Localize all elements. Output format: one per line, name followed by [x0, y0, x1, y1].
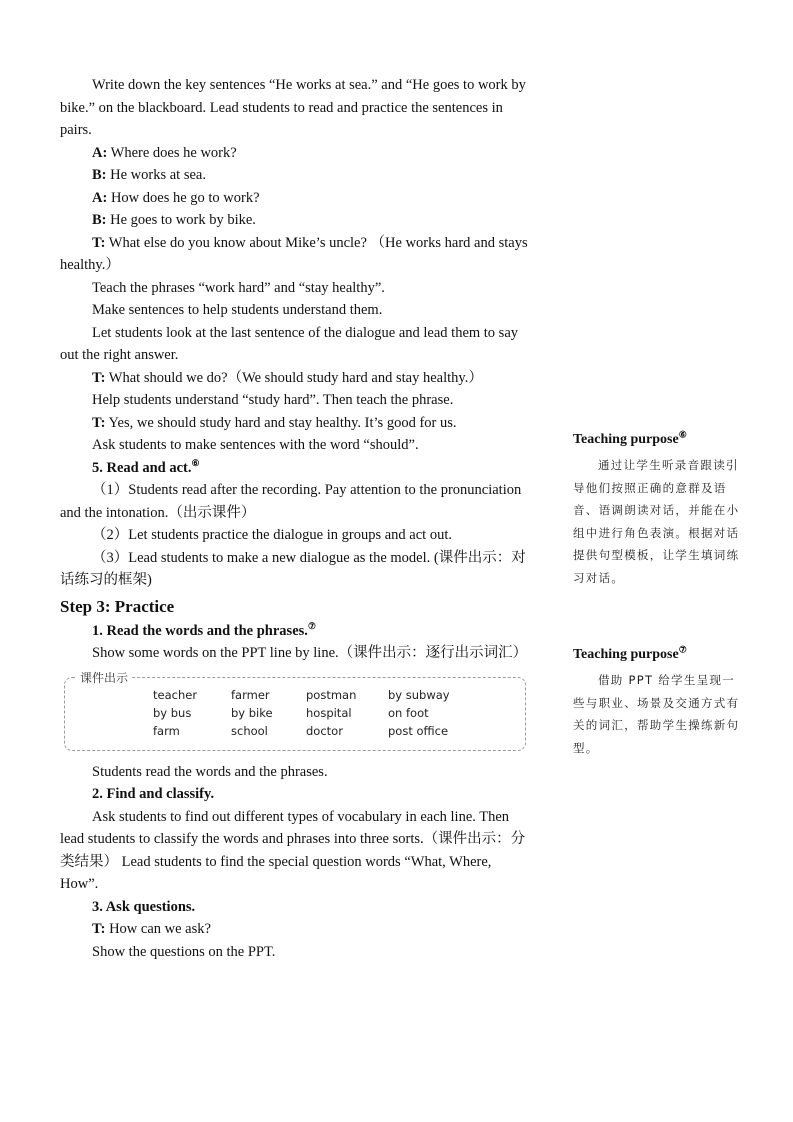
line-text: Where does he work?	[107, 144, 237, 161]
paragraph: （3）Lead students to make a new dialogue as the model. (课件出示：对话练习的框架)	[60, 549, 526, 588]
heading-text: 1. Read the words and the phrases.	[92, 622, 308, 639]
paragraph: Students read the words and the phrases.	[92, 763, 328, 780]
word: on foot	[388, 705, 429, 720]
section-heading: 3. Ask questions.	[92, 898, 196, 915]
paragraph: Let students look at the last sentence of the dialogue and lead them to say out the right answer.	[60, 324, 519, 363]
footnote-mark: ⑦	[678, 644, 687, 655]
paragraph: Ask students to find out different types of vocabulary in each line. Then lead students to classify the words and phrases into three sorts.（课件出示：分类结果） Lead students to find the special question words “What, Where, How”.	[60, 808, 526, 892]
word: post office	[388, 723, 449, 738]
footnote-mark: ⑥	[191, 457, 200, 468]
word: by bus	[153, 705, 192, 720]
paragraph: Help students understand “study hard”. Then teach the phrase.	[92, 392, 454, 408]
speaker: A:	[92, 144, 108, 161]
step-heading: Step 3: Practice	[60, 596, 175, 616]
note-text: 借助 PPT 给学生呈现一些与职业、场景及交通方式有关的词汇，帮助学生操练新句型。	[573, 673, 740, 755]
paragraph: Ask students to make sentences with the word “should”.	[92, 437, 419, 453]
courseware-box	[64, 670, 526, 751]
paragraph: Show the questions on the PPT.	[92, 943, 276, 960]
line-text: How can we ask?	[105, 921, 211, 937]
footnote-mark: ⑦	[307, 620, 316, 631]
line-text: He works at sea.	[106, 167, 206, 183]
word: by bike	[231, 705, 273, 720]
word: farm	[153, 723, 180, 738]
word-grid	[153, 688, 478, 738]
note-title-text: Teaching purpose	[573, 432, 679, 447]
word: farmer	[231, 687, 270, 702]
dialogue-line	[60, 412, 530, 435]
speaker: T:	[92, 369, 106, 386]
paragraph: Show some words on the PPT line by line.（课件出示：逐行出示词汇）	[92, 645, 528, 661]
dialogue-line	[60, 164, 530, 187]
paragraph: Teach the phrases “work hard” and “stay healthy”.	[92, 279, 385, 296]
footnote-mark: ⑥	[678, 429, 687, 440]
word: doctor	[306, 723, 343, 738]
line-text: How does he go to work?	[107, 189, 260, 206]
lesson-body	[60, 74, 530, 963]
speaker: T:	[92, 234, 106, 251]
word: postman	[306, 687, 357, 702]
dialogue-line	[60, 367, 530, 390]
speaker: T:	[92, 921, 106, 937]
heading-text: 5. Read and act.	[92, 459, 192, 476]
section-heading	[60, 457, 530, 480]
dialogue-line	[60, 187, 530, 210]
dialogue-line	[60, 142, 530, 165]
dialogue-line	[60, 209, 530, 232]
dialogue-line	[60, 232, 530, 277]
section-heading: 2. Find and classify.	[92, 786, 215, 802]
paragraph: Make sentences to help students understand them.	[92, 302, 383, 318]
word: by subway	[388, 687, 450, 702]
word: teacher	[153, 687, 198, 702]
note-text: 通过让学生听录音跟读引导他们按照正确的意群及语音、语调朗读对话，并能在小组中进行角色表演。根据对话提供句型模板，让学生填词练习对话。	[573, 458, 740, 585]
speaker: A:	[92, 189, 108, 206]
teaching-purpose-note	[573, 645, 741, 759]
paragraph: （2）Let students practice the dialogue in groups and act out.	[92, 527, 452, 543]
box-title: 课件出示	[77, 669, 131, 686]
speaker: T:	[92, 414, 106, 431]
note-title-text: Teaching purpose	[573, 647, 679, 662]
word: school	[231, 723, 268, 738]
dialogue-line	[60, 918, 530, 941]
note-title	[573, 645, 741, 665]
line-text: What else do you know about Mike’s uncle? （He works hard and stays healthy.）	[60, 234, 528, 273]
note-title	[573, 430, 741, 450]
teaching-purpose-note	[573, 430, 741, 589]
line-text: What should we do?（We should study hard and stay healthy.）	[105, 369, 483, 386]
word: hospital	[306, 705, 352, 720]
speaker: B:	[92, 167, 107, 183]
paragraph: （1）Students read after the recording. Pay attention to the pronunciation and the intonation.（出示课件）	[60, 482, 522, 521]
section-heading	[60, 620, 530, 643]
speaker: B:	[92, 212, 107, 228]
line-text: Yes, we should study hard and stay healthy. It’s good for us.	[105, 414, 457, 431]
paragraph: Write down the key sentences “He works at sea.” and “He goes to work by bike.” on the blackboard. Lead students to read and practice the sentences in pairs.	[60, 77, 526, 138]
line-text: He goes to work by bike.	[106, 212, 256, 228]
